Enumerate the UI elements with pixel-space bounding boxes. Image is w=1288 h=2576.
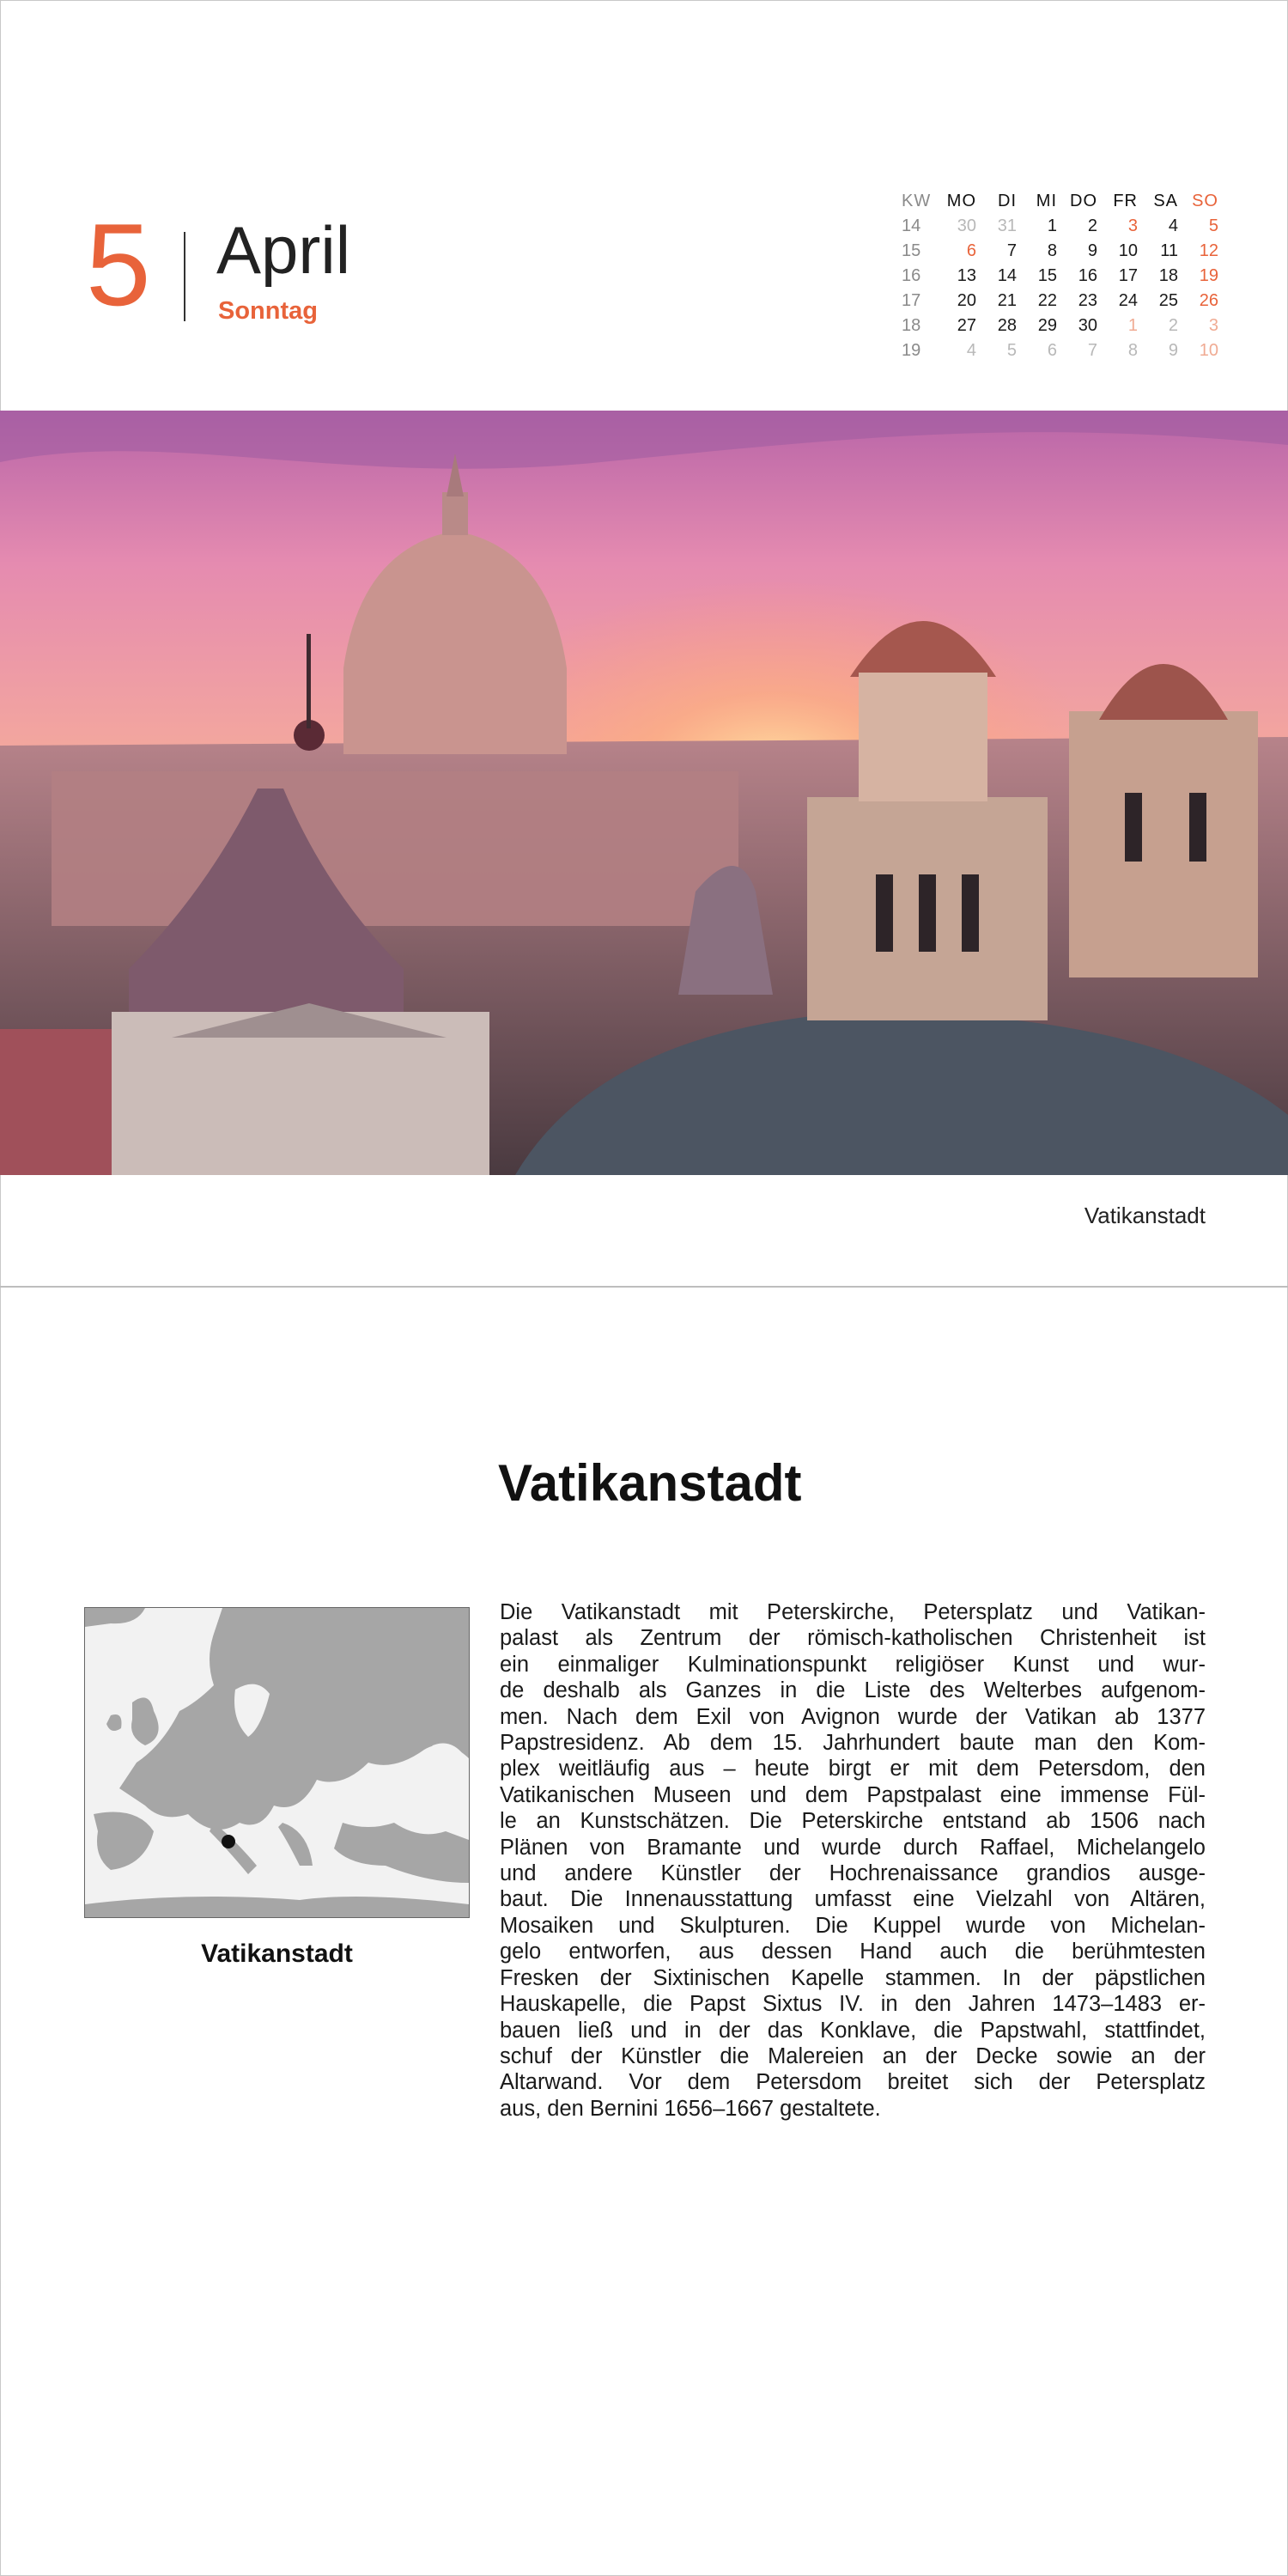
calendar-header-mi: MI	[1036, 192, 1057, 210]
calendar-header-do: DO	[1070, 192, 1097, 210]
article-body-line: plex weitläufig aus – heute birgt er mit dem Petersdom, den	[500, 1757, 1206, 1781]
calendar-week-row	[902, 314, 1218, 338]
calendar-day: 14	[997, 266, 1017, 285]
calendar-day: 5	[1208, 216, 1218, 235]
calendar-day: 4	[1168, 216, 1178, 235]
calendar-day: 3	[1208, 316, 1218, 335]
calendar-day: 10	[1199, 341, 1218, 360]
calendar-day: 28	[997, 316, 1017, 335]
calendar-header-sa: SA	[1153, 192, 1178, 210]
calendar-day: 30	[957, 216, 976, 235]
calendar-day: 7	[1087, 341, 1097, 360]
day-number: 5	[86, 199, 151, 330]
calendar-day: 1	[1047, 216, 1057, 235]
article-body-line: de deshalb als Ganzes in die Liste des Welterbes aufgenom-	[500, 1678, 1206, 1703]
calendar-day: 16	[1078, 266, 1097, 285]
article-body-line: Hauskapelle, die Papst Sixtus IV. in den Jahren 1473–1483 er-	[500, 1992, 1206, 2017]
vatican-sunset-photo	[0, 411, 1288, 1175]
calendar-day: 12	[1199, 241, 1218, 260]
calendar-day: 19	[1199, 266, 1218, 285]
calendar-day: 20	[957, 291, 976, 310]
article-body-line: baut. Die Innenausstattung umfasst eine Vielzahl von Altären,	[500, 1887, 1206, 1912]
weekday-label: Sonntag	[218, 297, 318, 325]
calendar-day: 6	[1047, 341, 1057, 360]
calendar-day: 17	[1118, 266, 1138, 285]
calendar-day: 4	[966, 341, 976, 360]
calendar-header-mo: MO	[946, 192, 976, 210]
calendar-week-row	[902, 214, 1218, 239]
date-separator	[184, 232, 185, 321]
calendar-day: 10	[1118, 241, 1138, 260]
calendar-week-number: 14	[902, 216, 921, 235]
article-body-line: Mosaiken und Skulpturen. Die Kuppel wurde von Michelan-	[500, 1913, 1206, 1938]
article-body-line: bauen ließ und in der das Konklave, die Papstwahl, stattfindet,	[500, 2018, 1206, 2043]
calendar-day: 29	[1037, 316, 1057, 335]
article-body-line: gelo entworfen, aus dessen Hand auch die berühmtesten	[500, 1940, 1206, 1964]
europe-locator-map	[84, 1607, 470, 1918]
calendar-day: 13	[957, 266, 976, 285]
calendar-week-number: 18	[902, 316, 921, 335]
article-body-line: le an Kunstschätzen. Die Peterskirche entstand ab 1506 nach	[500, 1809, 1206, 1834]
calendar-day: 18	[1158, 266, 1178, 285]
article-title: Vatikanstadt	[498, 1454, 802, 1512]
calendar-week-number: 19	[902, 341, 921, 360]
article-body-line: Vatikanischen Museen und dem Papstpalast eine immense Fül-	[500, 1782, 1206, 1807]
calendar-day: 22	[1037, 291, 1057, 310]
calendar-day: 9	[1087, 241, 1097, 260]
calendar-day: 1	[1127, 316, 1138, 335]
calendar-header-fr: FR	[1113, 192, 1138, 210]
calendar-day: 15	[1037, 266, 1057, 285]
article-body-line: palast als Zentrum der römisch-katholischen Christenheit ist	[500, 1626, 1206, 1651]
calendar-week-row	[902, 289, 1218, 314]
article-body	[500, 1599, 1206, 2122]
month-label: April	[216, 212, 351, 288]
map-caption: Vatikanstadt	[201, 1940, 353, 1968]
calendar-day: 23	[1078, 291, 1097, 310]
calendar-day: 3	[1127, 216, 1138, 235]
calendar-day: 6	[966, 241, 976, 260]
calendar-day: 9	[1168, 341, 1178, 360]
article-body-line: Die Vatikanstadt mit Peterskirche, Petersplatz und Vatikan-	[500, 1600, 1206, 1624]
calendar-week-row	[902, 239, 1218, 264]
calendar-day: 7	[1006, 241, 1017, 260]
article-body-line: Altarwand. Vor dem Petersdom breitet sich der Petersplatz	[500, 2070, 1206, 2095]
article-body-line: schuf der Künstler die Malereien an der Decke sowie an der	[500, 2043, 1206, 2068]
calendar-day: 5	[1006, 341, 1017, 360]
mini-calendar	[902, 189, 1218, 363]
location-marker-icon	[222, 1835, 235, 1848]
calendar-day: 21	[997, 291, 1017, 310]
article-body-line: und andere Künstler der Hochrenaissance grandios ausge-	[500, 1861, 1206, 1886]
article-body-line: Fresken der Sixtinischen Kapelle stammen. In der päpstlichen	[500, 1965, 1206, 1990]
calendar-header-di: DI	[998, 192, 1017, 210]
calendar-day: 26	[1199, 291, 1218, 310]
article-body-line: Papstresidenz. Ab dem 15. Jahrhundert baute man den Kom-	[500, 1731, 1206, 1756]
calendar-week-number: 16	[902, 266, 921, 285]
article-body-line: aus, den Bernini 1656–1667 gestaltete.	[500, 2096, 881, 2121]
page-divider	[0, 1286, 1288, 1288]
calendar-day: 27	[957, 316, 976, 335]
calendar-day: 31	[997, 216, 1017, 235]
calendar-day: 30	[1078, 316, 1097, 335]
calendar-day: 11	[1160, 241, 1178, 260]
photo-caption: Vatikanstadt	[1084, 1203, 1206, 1228]
calendar-day: 8	[1127, 341, 1138, 360]
article-body-line: Plänen von Bramante und wurde durch Raffael, Michelangelo	[500, 1835, 1206, 1860]
calendar-day: 8	[1047, 241, 1057, 260]
calendar-week-number: 17	[902, 291, 921, 310]
article-body-line: ein einmaliger Kulminationspunkt religiöser Kunst und wur-	[500, 1652, 1206, 1677]
calendar-week-row	[902, 338, 1218, 363]
calendar-week-row	[902, 264, 1218, 289]
calendar-day: 2	[1168, 316, 1178, 335]
calendar-week-number: 15	[902, 241, 921, 260]
calendar-header-so: SO	[1192, 192, 1218, 210]
calendar-day: 25	[1158, 291, 1178, 310]
calendar-day: 24	[1118, 291, 1138, 310]
calendar-day: 2	[1087, 216, 1097, 235]
calendar-header-kw: KW	[902, 192, 932, 210]
article-body-line: men. Nach dem Exil von Avignon wurde der Vatikan ab 1377	[500, 1704, 1206, 1729]
